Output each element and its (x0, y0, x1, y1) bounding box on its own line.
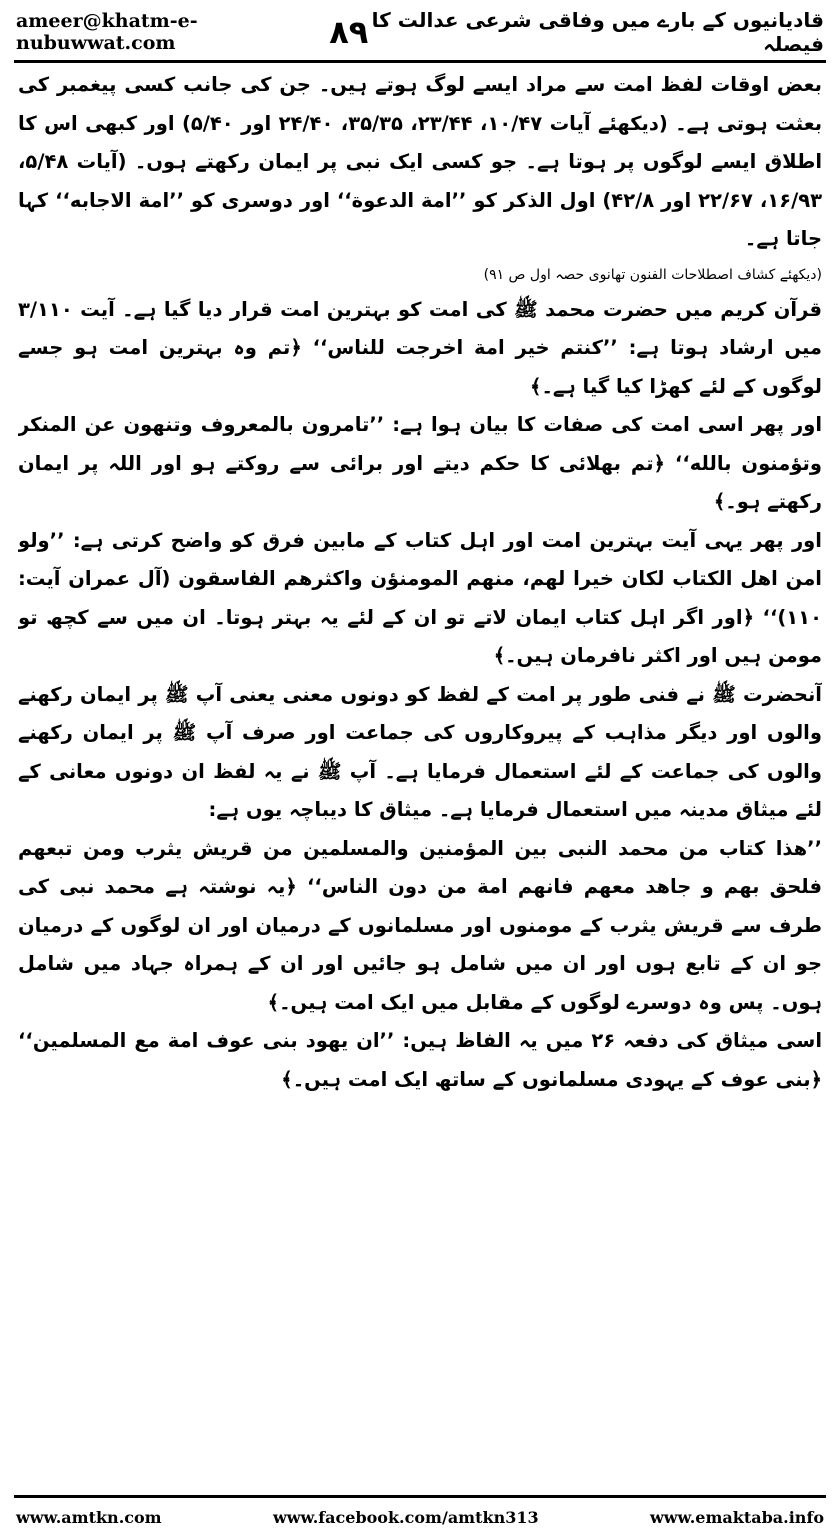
header-divider (14, 60, 826, 63)
footer-link-amtkn[interactable]: www.amtkn.com (16, 1507, 162, 1527)
paragraph-two-meanings: آنحضرت ﷺ نے فنی طور پر امت کے لفظ کو دونوں معنی یعنی آپ ﷺ پر ایمان رکھنے والوں اور دیگر مذاہب کے پیروکاروں کی جماعت اور صرف آپ ﷺ پر ایمان رکھنے والوں کی جماعت کے لئے استعمال فرمایا ہے۔ آپ ﷺ نے یہ لفظ ان دونوں معانی کے لئے میثاق مدینہ میں استعمال فرمایا ہے۔ میثاق کا دیباچہ یوں ہے: (18, 682, 822, 821)
paragraph-charter-article-26: اسی میثاق کی دفعہ ۲۶ میں یہ الفاظ ہیں: ’’ان يهود بنى عوف امة مع المسلمين‘‘ ﴿بنی عوف کے یہودی مسلمانوں کے ساتھ ایک امت ہیں۔﴾ (18, 1029, 822, 1091)
footer-link-facebook[interactable]: www.facebook.com/amtkn313 (272, 1507, 539, 1527)
footer-divider (14, 1495, 826, 1498)
page-body (18, 66, 822, 1490)
paragraph-ummah-attributes: اور پھر اسی امت کی صفات کا بیان ہوا ہے: ’’تامرون بالمعروف وتنهون عن المنكر وتؤمنون بالله‘‘ ﴿تم بھلائی کا حکم دیتے اور برائی سے روکتے ہو اور اللہ پر ایمان رکھتے ہو۔﴾ (18, 413, 822, 513)
paragraph-people-of-book: اور پھر یہی آیت بہترین امت اور اہل کتاب کے مابین فرق کو واضح کرتی ہے: ’’ولو امن اهل الكتاب لكان خيرا لهم، منهم المومنؤن واكثرهم الفاسقون (آل عمران آیت: ۱۱۰)‘‘ ﴿اور اگر اہل کتاب ایمان لاتے تو ان کے لئے یہ بہتر ہوتا۔ ان میں سے کچھ تو مومن ہیں اور اکثر نافرمان ہیں۔﴾ (18, 528, 822, 667)
page-number: ۸۹ (329, 13, 369, 51)
footer-link-emaktaba[interactable]: www.emaktaba.info (650, 1507, 824, 1527)
paragraph-ummah-meaning: بعض اوقات لفظ امت سے مراد ایسے لوگ ہوتے ہیں۔ جن کی جانب کسی پیغمبر کی بعثت ہوتی ہے۔ (دیکھئے آیات ۱۰/۴۷، ۲۳/۴۴، ۳۵/۳۵، ۲۴/۴۰ اور ۵/۴۰) اور کبھی اس کا اطلاق ایسے لوگوں پر ہوتا ہے۔ جو کسی ایک نبی پر ایمان رکھتے ہوں۔ (آیات ۵/۴۸، ۱۶/۹۳، ۲۲/۶۷ اور ۴۲/۸) اول الذکر کو ’’امة الدعوة‘‘ اور دوسری کو ’’امة الاجابه‘‘ کہا جاتا ہے۔ (18, 73, 822, 250)
paragraph-best-ummah: قرآن کریم میں حضرت محمد ﷺ کی امت کو بہترین امت قرار دیا گیا ہے۔ آیت ۳/۱۱۰ میں ارشاد ہوتا ہے: ’’کنتم خیر امة اخرجت للناس‘‘ ﴿تم وہ بہترین امت ہو جسے لوگوں کے لئے کھڑا کیا گیا ہے۔﴾ (18, 297, 822, 398)
header-left (16, 10, 368, 54)
reference-note: (دیکھئے کشاف اصطلاحات الفنون تھانوی حصہ اول ص ۹۱) (483, 266, 822, 283)
header-email: ameer@khatm-e-nubuwwat.com (16, 10, 198, 54)
paragraph-charter-preamble: ’’هذا كتاب من محمد النبى بين المؤمنين والمسلمين من قريش يثرب ومن تبعهم فلحق بهم و جاهد معهم فانهم امة من دون الناس‘‘ ﴿یہ نوشتہ ہے محمد نبی کی طرف سے قریش یثرب کے مومنوں اور مسلمانوں کے درمیان اور ان لوگوں کے درمیان جو ان کے تابع ہوں اور ان میں شامل ہو جائیں اور ان کے ہمراہ جہاد میں شامل ہوں۔ پس وہ دوسرے لوگوں کے مقابل میں ایک امت ہیں۔﴾ (18, 836, 822, 1014)
book-title: قادیانیوں کے بارے میں وفاقی شرعی عدالت کا فیصلہ (371, 8, 824, 56)
page-header (16, 8, 824, 56)
page-footer (16, 1502, 824, 1532)
